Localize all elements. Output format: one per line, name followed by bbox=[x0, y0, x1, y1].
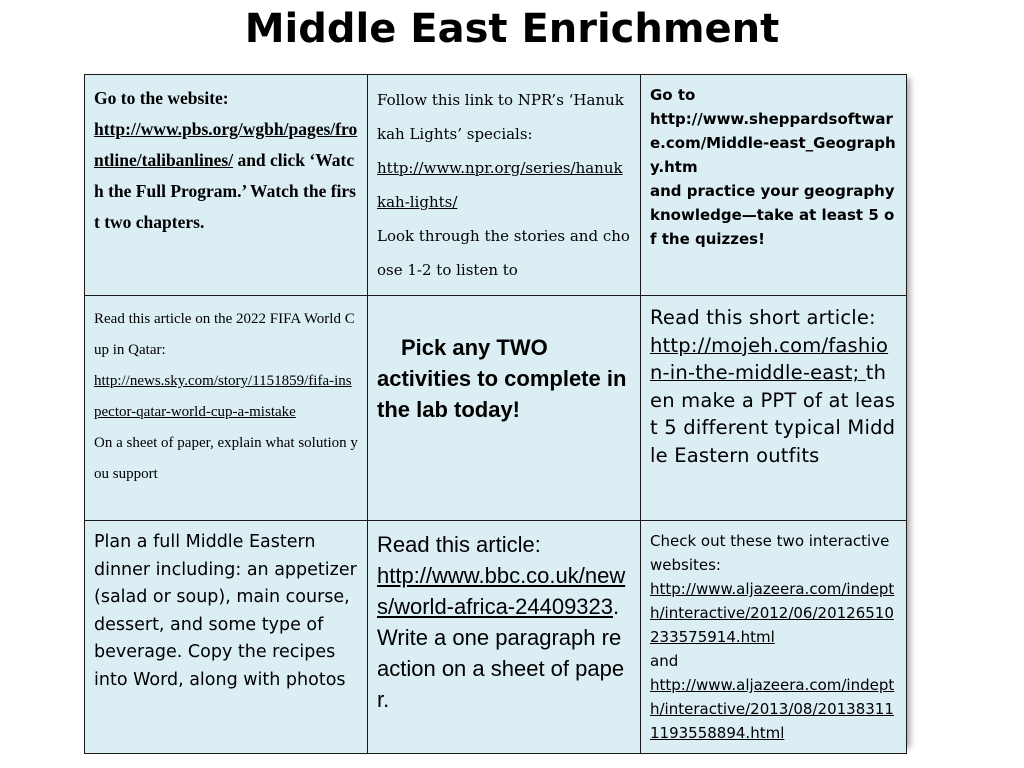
cell-mojeh-fashion bbox=[641, 296, 907, 521]
table-row bbox=[85, 521, 907, 754]
cell-intro: Go to the website: bbox=[94, 88, 229, 108]
npr-link[interactable]: http://www.npr.org/series/hanukkah-lights/ bbox=[377, 159, 623, 211]
cell-instructions: . Write a one paragraph reaction on a sheet of paper. bbox=[377, 594, 625, 712]
and-text: and bbox=[650, 652, 679, 670]
bbc-link[interactable]: http://www.bbc.co.uk/news/world-africa-24409323 bbox=[377, 563, 626, 619]
pick-two-subtext: activities to complete in the lab today! bbox=[377, 366, 627, 422]
cell-instructions: and practice your geography knowledge—take at least 5 of the quizzes! bbox=[650, 182, 895, 248]
cell-middle-eastern-dinner bbox=[85, 521, 368, 754]
dinner-instructions: Plan a full Middle Eastern dinner including: an appetizer (salad or soup), main course, dessert, and some type of beverage. Copy the recipes into Word, along with photos bbox=[94, 532, 357, 690]
aljazeera-link-2[interactable]: http://www.aljazeera.com/indepth/interactive/2013/08/201383111193558894.html bbox=[650, 676, 895, 742]
cell-pbs-frontline bbox=[85, 75, 368, 296]
cell-instructions: Look through the stories and choose 1-2 to listen to bbox=[377, 227, 630, 279]
cell-sheppard-geography bbox=[641, 75, 907, 296]
cell-instructions: and click ‘Watch the Full Program.’ Watch the first two chapters. bbox=[94, 150, 356, 232]
cell-intro: Read this article: bbox=[377, 532, 541, 557]
cell-intro: Read this article on the 2022 FIFA World Cup in Qatar: bbox=[94, 311, 355, 358]
cell-bbc-article bbox=[368, 521, 641, 754]
activity-grid bbox=[84, 74, 906, 744]
cell-instructions-center bbox=[368, 296, 641, 521]
aljazeera-link-1[interactable]: http://www.aljazeera.com/indepth/interactive/2012/06/20126510233575914.html bbox=[650, 580, 895, 646]
sheppard-link[interactable]: http://www.sheppardsoftware.com/Middle-east_Geography.htm bbox=[650, 110, 896, 176]
cell-intro: Go to bbox=[650, 86, 696, 104]
table-row bbox=[85, 296, 907, 521]
cell-instructions: On a sheet of paper, explain what solution you support bbox=[94, 435, 358, 482]
cell-aljazeera-interactive bbox=[641, 521, 907, 754]
cell-intro: Check out these two interactive websites: bbox=[650, 532, 890, 574]
cell-intro: Follow this link to NPR’s ‘Hanukkah Lights’ specials: bbox=[377, 91, 624, 143]
table-row bbox=[85, 75, 907, 296]
cell-npr-hanukkah bbox=[368, 75, 641, 296]
pbs-link[interactable]: http://www.pbs.org/wgbh/pages/frontline/talibanlines/ bbox=[94, 119, 358, 170]
activity-table bbox=[84, 74, 907, 754]
page-title: Middle East Enrichment bbox=[244, 6, 780, 52]
pick-two-heading: Pick any TWO bbox=[401, 335, 548, 360]
cell-fifa-qatar bbox=[85, 296, 368, 521]
sky-news-link[interactable]: http://news.sky.com/story/1151859/fifa-inspector-qatar-world-cup-a-mistake bbox=[94, 373, 352, 420]
mojeh-link[interactable]: http://mojeh.com/fashion-in-the-middle-east; bbox=[650, 333, 889, 384]
cell-intro: Read this short article: bbox=[650, 306, 876, 329]
cell-instructions: then make a PPT of at least 5 different typical Middle Eastern outfits bbox=[650, 361, 896, 467]
